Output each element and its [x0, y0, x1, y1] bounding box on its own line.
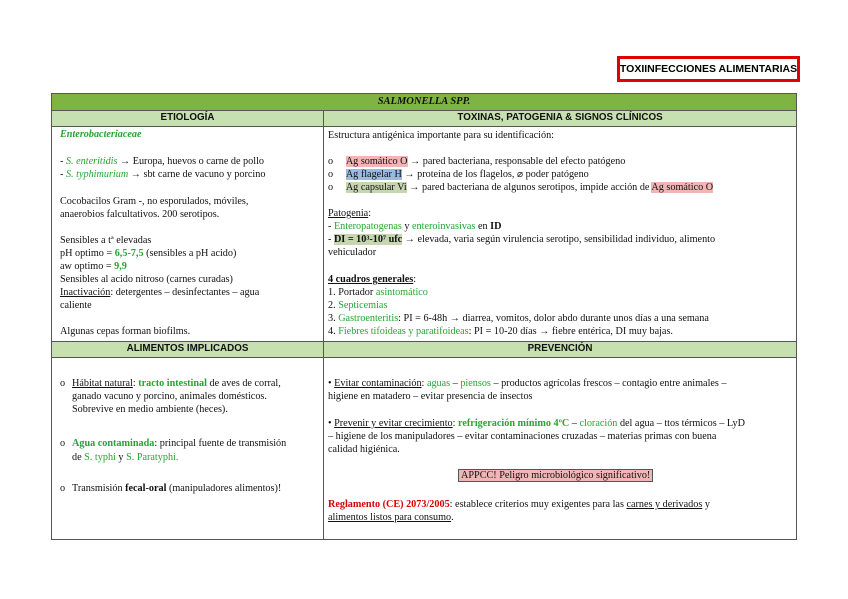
- alimentos-habitat: Hábitat natural: tracto intestinal de aves de corral,: [72, 378, 281, 389]
- toxinas-ag-vi: o Ag capsular Vi → pared bacteriana de algunos serotipos, impide acción de Ag somático O: [328, 182, 714, 193]
- toxinas-patogenia-1: - Enteropatogenas y enteroinvasivas en ID: [328, 221, 502, 232]
- prevencion-reglamento-2: alimentos listos para consumo.: [328, 512, 454, 523]
- toxinas-cuadro-4: 4. Fiebres tifoideas y paratifoideas: PI = 10-20 días → fiebre entérica, DI muy bajas.: [328, 326, 673, 337]
- alimentos-transmision: Transmisión fecal-oral (manipuladores alimentos)!: [72, 483, 282, 494]
- table-title: SALMONELLA SPP.: [52, 94, 796, 110]
- toxinas-ag-h: o Ag flagelar H → proteína de los flagelos, ⌀ poder patógeno: [328, 169, 589, 180]
- prevencion-reglamento: Reglamento (CE) 2073/2005: establece criterios muy exigentes para las carnes y derivados y: [328, 499, 710, 510]
- toxinas-patogenia-2b: vehiculador: [328, 247, 377, 258]
- toxinas-ag-o: o Ag somático O → pared bacteriana, responsable del efecto patógeno: [328, 156, 626, 167]
- prevencion-appcc: APPCC! Peligro microbiológico significativo!: [458, 470, 653, 483]
- alimentos-agua: Agua contaminada: principal fuente de transmisión: [72, 438, 287, 449]
- toxinas-cuadro-3: 3. Gastroenteritis: PI = 6-48h → diarrea, vomitos, dolor abdo durante unos días a una semana: [328, 313, 709, 324]
- etiologia-desc-1: Cocobacilos Gram -, no esporulados, móviles,: [60, 196, 249, 207]
- etiologia-family: Enterobacteriaceae: [60, 129, 142, 140]
- etiologia-nitroso: Sensibles al acido nitroso (carnes curadas): [60, 274, 233, 285]
- toxinas-cuadro-2: 2. Septicemias: [328, 300, 388, 311]
- etiologia-temp: Sensibles a tª elevadas: [60, 235, 152, 246]
- etiologia-species-2: - S. typhimurium → sbt carne de vacuno y porcino: [60, 169, 266, 180]
- toxinas-intro: Estructura antigénica importante para su identificación:: [328, 130, 555, 141]
- header-etiologia: ETIOLOGÍA: [52, 111, 323, 126]
- divider: [52, 357, 796, 358]
- header-prevencion: PREVENCIÓN: [324, 342, 796, 357]
- etiologia-inactivacion-2: caliente: [60, 300, 92, 311]
- etiologia-desc-2: anaerobios falcultativos. 200 serotipos.: [60, 209, 220, 220]
- prevencion-crecimiento: • Prevenir y evitar crecimiento: refrigeración mínimo 4ºC – cloración del agua – ttos térmicos – LyD: [328, 418, 745, 429]
- prevencion-crecimiento-3: calidad higiénica.: [328, 444, 400, 455]
- prevencion-contaminacion-2: higiene en matadero – evitar presencia de insectos: [328, 391, 533, 402]
- toxinas-cuadros-label: 4 cuadros generales:: [328, 274, 417, 285]
- toxinas-patogenia-2: - DI = 10³-10⁷ ufc → elevada, varia según virulencia serotipo, sensibilidad individuo, alimento: [328, 234, 716, 245]
- etiologia-biofilm: Algunas cepas forman biofilms.: [60, 326, 191, 337]
- salmonella-table: [51, 93, 797, 540]
- column-divider: [323, 110, 324, 540]
- prevencion-contaminacion: • Evitar contaminación: aguas – piensos – productos agrícolas frescos – contagio entre animales –: [328, 378, 727, 389]
- etiologia-ph: pH optimo = 6,5-7,5 (sensibles a pH acido): [60, 248, 237, 259]
- alimentos-habitat-3: Sobrevive en medio ambiente (heces).: [72, 404, 228, 415]
- alimentos-habitat-2: ganado vacuno y porcino, animales domésticos.: [72, 391, 267, 402]
- alimentos-agua-2: de S. typhi y S. Paratyphi.: [72, 452, 179, 463]
- header-toxinas: TOXINAS, PATOGENIA & SIGNOS CLÍNICOS: [324, 111, 796, 126]
- header-alimentos: ALIMENTOS IMPLICADOS: [52, 342, 323, 357]
- alimentos-bullet-3: o: [60, 483, 66, 494]
- divider: [52, 126, 796, 127]
- toxinas-patogenia-label: Patogenia:: [328, 208, 372, 219]
- prevencion-crecimiento-2: – higiene de los manipuladores – evitar contaminaciones cruzadas – materias primas con buena: [328, 431, 717, 442]
- etiologia-aw: aw optimo = 9,9: [60, 261, 127, 272]
- document-title: TOXIINFECCIONES ALIMENTARIAS: [617, 56, 800, 82]
- alimentos-bullet-1: o: [60, 378, 66, 389]
- toxinas-cuadro-1: 1. Portador asintomático: [328, 287, 428, 298]
- etiologia-inactivacion: Inactivación: detergentes – desinfectantes – agua: [60, 287, 260, 298]
- alimentos-bullet-2: o: [60, 438, 66, 449]
- etiologia-species-1: - S. enteritidis → Europa, huevos o carne de pollo: [60, 156, 264, 167]
